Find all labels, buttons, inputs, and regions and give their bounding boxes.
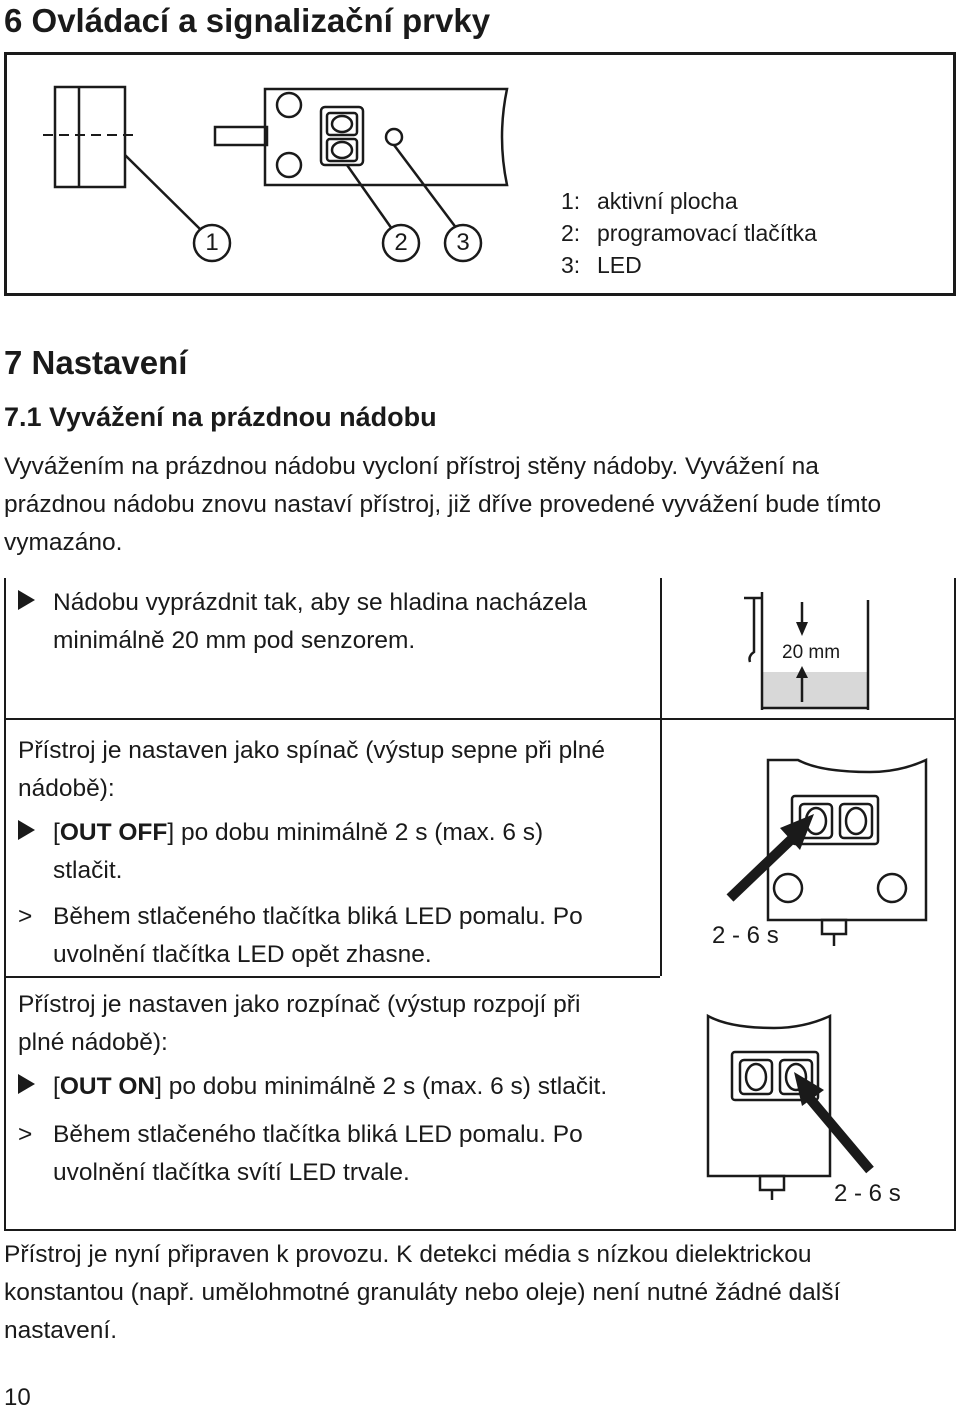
no-intro: Přístroj je nastaven jako rozpínač (výstup rozpojí při plné nádobě): (18, 991, 581, 1056)
step-empty-container: Nádobu vyprázdnit tak, aby se hladina nacházela minimálně 20 mm pod senzorem. (18, 584, 587, 660)
no-step: [OUT ON] po dobu minimálně 2 s (max. 6 s) stlačit. (18, 1068, 607, 1106)
legend-item-1: 1: aktivní plocha (561, 188, 738, 214)
divider (4, 1229, 956, 1231)
legend-item-2: 2: programovací tlačítka (561, 220, 817, 246)
out-off-button-label: OUT OFF (59, 819, 168, 846)
button-press-diagram-2 (700, 1010, 950, 1222)
page-number: 10 (4, 1384, 31, 1411)
divider (4, 976, 660, 978)
divider (4, 578, 6, 1230)
nc-time-label: 2 - 6 s (712, 922, 779, 949)
divider (954, 578, 956, 1230)
nc-step: [OUT OFF] po dobu minimálně 2 s (max. 6 s) stlačit. (18, 814, 543, 890)
ready-paragraph: Přístroj je nyní připraven k provozu. K detekci média s nízkou dielektrickou konstantou (např. umělohmotné granuláty nebo oleje) není nutné žádné další nastavení. (4, 1241, 841, 1344)
section-6-title: 6 Ovládací a signalizační prvky (4, 2, 491, 39)
distance-label: 20 mm (782, 642, 841, 663)
callout-3-label: 3 (456, 229, 470, 256)
no-time-label: 2 - 6 s (834, 1180, 901, 1207)
subsection-title: 7.1 Vyvážení na prázdnou nádobu (4, 402, 437, 432)
legend-item-3: 3: LED (561, 252, 642, 278)
nc-intro: Přístroj je nastaven jako spínač (výstup sepne při plné nádobě): (18, 737, 605, 802)
divider (660, 578, 662, 976)
device-figure (4, 52, 956, 296)
step-arrow-icon (18, 820, 35, 840)
intro-paragraph: Vyvážením na prázdnou nádobu vycloní přístroj stěny nádoby. Vyvážení na prázdnou nádobu znovu nastaví přístroj, již dříve provedené vyvážení bude tímto vymazáno. (4, 453, 882, 556)
out-on-button-label: OUT ON (59, 1073, 156, 1100)
divider (4, 718, 956, 720)
callout-1-label: 1 (205, 229, 219, 256)
legend (561, 185, 817, 281)
callout-2-label: 2 (394, 229, 408, 256)
step-arrow-icon (18, 590, 35, 610)
step-arrow-icon (18, 1074, 35, 1094)
section-7-title: 7 Nastavení (4, 344, 188, 381)
nc-result: > Během stlačeného tlačítka bliká LED pomalu. Po uvolnění tlačítka LED opět zhasne. (18, 903, 583, 968)
no-result: > Během stlačeného tlačítka bliká LED pomalu. Po uvolnění tlačítka svítí LED trvale. (18, 1121, 583, 1186)
